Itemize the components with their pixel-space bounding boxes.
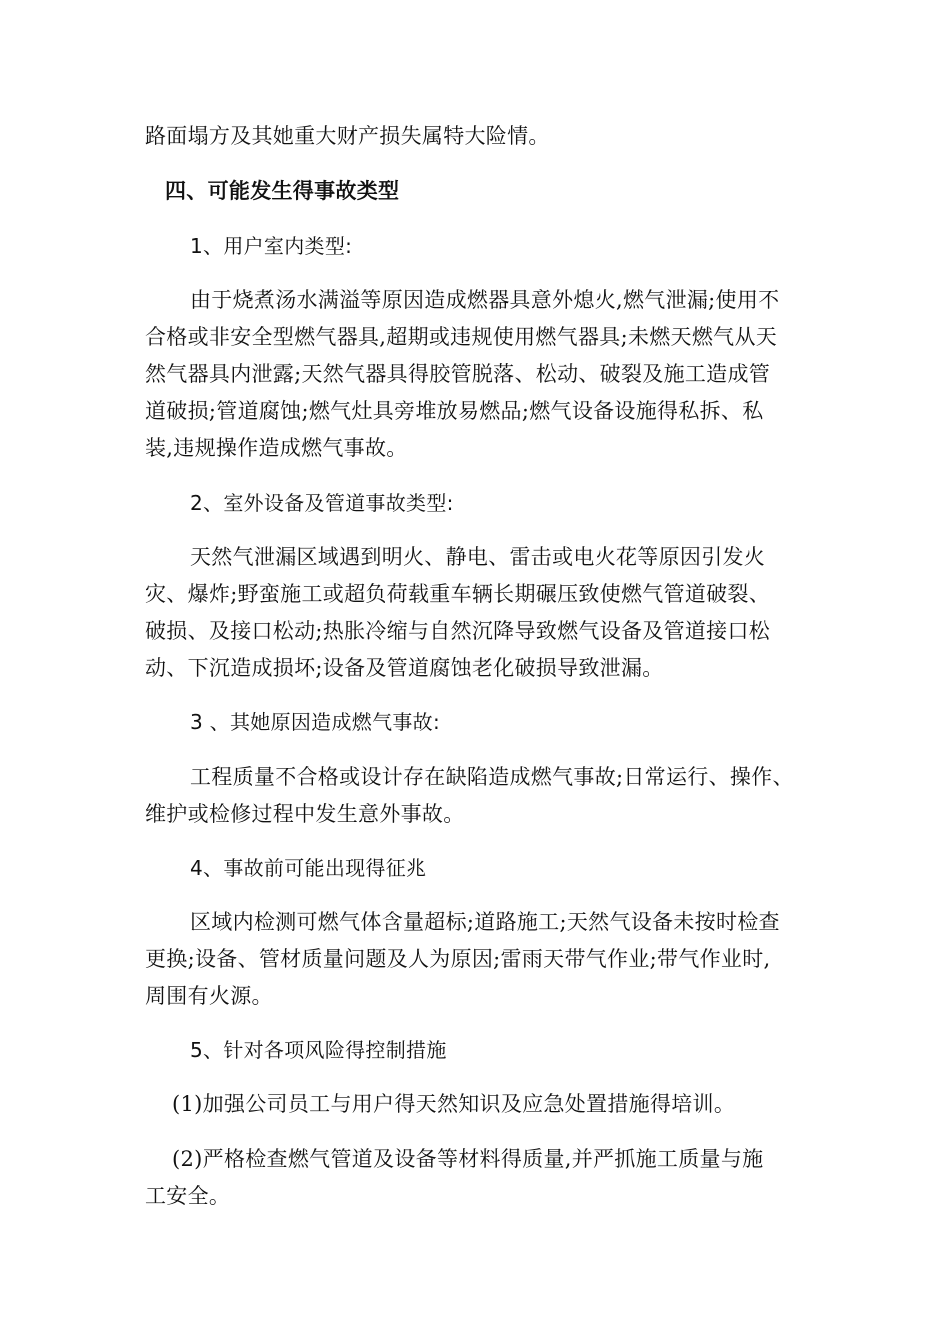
paragraph-line: 动、下沉造成损坏;设备及管道腐蚀老化破损导致泄漏。 — [145, 656, 664, 680]
paragraph-line: 合格或非安全型燃气器具,超期或违规使用燃气器具;未燃天燃气从天 — [145, 325, 778, 349]
subsection-heading: 2、室外设备及管道事故类型: — [190, 491, 454, 515]
paragraph-line: 破损、及接口松动;热胀冷缩与自然沉降导致燃气设备及管道接口松 — [145, 619, 771, 643]
paragraph-line: 维护或检修过程中发生意外事故。 — [145, 802, 465, 826]
subsection-heading: 1、用户室内类型: — [190, 234, 353, 258]
paragraph-line: 工程质量不合格或设计存在缺陷造成燃气事故;日常运行、操作、 — [190, 765, 794, 789]
section-heading: 四、可能发生得事故类型 — [165, 179, 400, 203]
paragraph-line: 灾、爆炸;野蛮施工或超负荷载重车辆长期碾压致使燃气管道破裂、 — [145, 582, 771, 606]
subsection-heading: 5、针对各项风险得控制措施 — [190, 1038, 447, 1062]
paragraph-line: 周围有火源。 — [145, 984, 273, 1008]
paragraph-line: 区域内检测可燃气体含量超标;道路施工;天然气设备未按时检查 — [190, 910, 780, 934]
paragraph-line: 路面塌方及其她重大财产损失属特大险情。 — [145, 124, 550, 148]
paragraph-line: 装,违规操作造成燃气事故。 — [145, 436, 408, 460]
subsection-heading: 4、事故前可能出现得征兆 — [190, 856, 427, 880]
paragraph-line: 天然气泄漏区域遇到明火、静电、雷击或电火花等原因引发火 — [190, 545, 766, 569]
paragraph-line: 更换;设备、管材质量问题及人为原因;雷雨天带气作业;带气作业时, — [145, 947, 771, 971]
paragraph-line: 道破损;管道腐蚀;燃气灶具旁堆放易燃品;燃气设备设施得私拆、私 — [145, 399, 764, 423]
subsection-heading: 3 、其她原因造成燃气事故: — [190, 710, 441, 734]
paragraph-line: 然气器具内泄露;天然气器具得胶管脱落、松动、破裂及施工造成管 — [145, 362, 771, 386]
paragraph-line: 由于烧煮汤水满溢等原因造成燃器具意外熄火,燃气泄漏;使用不 — [190, 288, 780, 312]
list-item: (2)严格检查燃气管道及设备等材料得质量,并严抓施工质量与施 — [172, 1147, 764, 1171]
list-item: (1)加强公司员工与用户得天然知识及应急处置措施得培训。 — [172, 1092, 736, 1116]
paragraph-line: 工安全。 — [145, 1184, 231, 1208]
